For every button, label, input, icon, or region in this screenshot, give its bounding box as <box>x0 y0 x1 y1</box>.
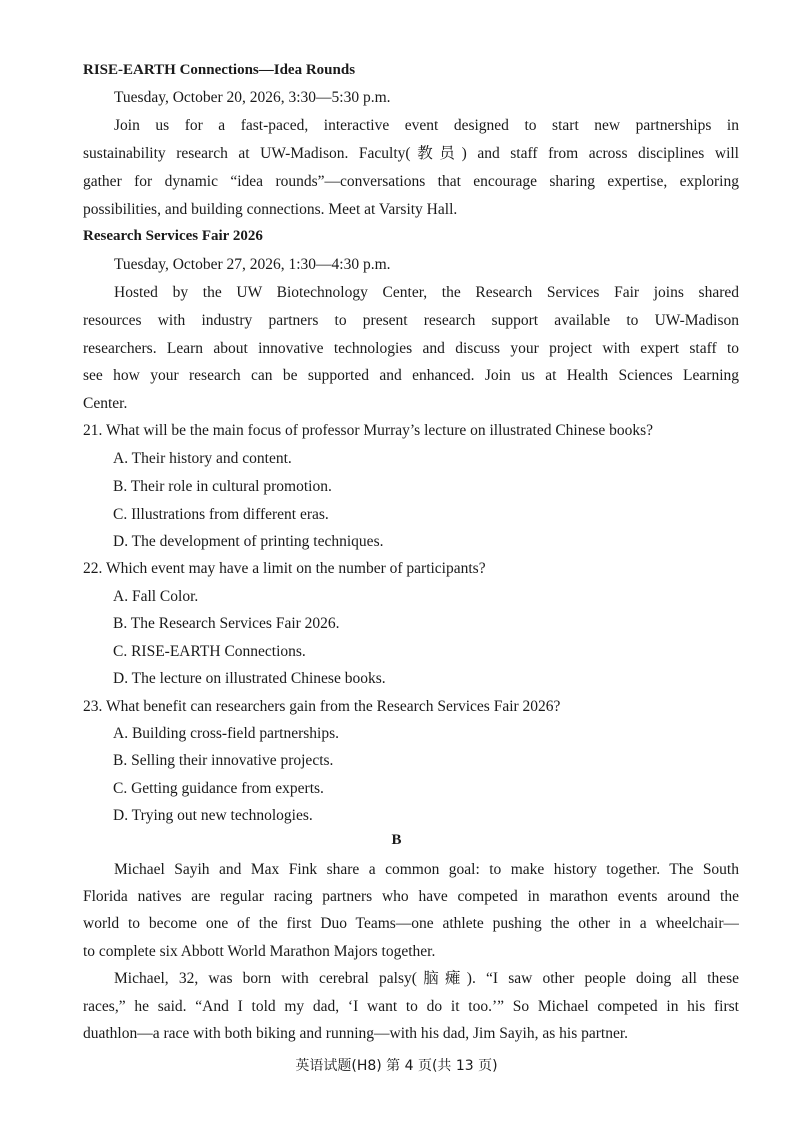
fair-paragraph-line: Hosted by the UW Biotechnology Center, the Research Services Fair joins shared <box>114 284 739 301</box>
fair-paragraph-line: researchers. Learn about innovative technologies and discuss your project with expert staff to <box>83 340 739 357</box>
question-21-option-a[interactable]: A. Their history and content. <box>113 450 292 467</box>
passage-b-line: Michael Sayih and Max Fink share a common goal: to make history together. The South <box>114 861 739 878</box>
question-22-option-d[interactable]: D. The lecture on illustrated Chinese books. <box>113 670 386 687</box>
rise-paragraph-line: possibilities, and building connections. Meet at Varsity Hall. <box>83 201 458 218</box>
section-b-heading: B <box>391 832 402 848</box>
fair-paragraph-line: resources with industry partners to present research support available to UW-Madison <box>83 312 739 329</box>
passage-b-line: Michael, 32, was born with cerebral palsy(脑瘫). “I saw other people doing all these <box>114 970 739 987</box>
fair-paragraph-line: see how your research can be supported and enhanced. Join us at Health Sciences Learning <box>83 367 739 384</box>
fair-date: Tuesday, October 27, 2026, 1:30—4:30 p.m. <box>114 256 391 273</box>
rise-paragraph-line: gather for dynamic “idea rounds”—conversations that encourage sharing expertise, exploring <box>83 173 739 190</box>
question-22: 22. Which event may have a limit on the number of participants? <box>83 560 486 577</box>
passage-b-line: races,” he said. “And I told my dad, ‘I want to do it too.’” So Michael competed in his first <box>83 998 739 1015</box>
question-22-option-b[interactable]: B. The Research Services Fair 2026. <box>113 615 340 632</box>
passage-b-line: Florida natives are regular racing partners who have competed in marathon events around the <box>83 888 739 905</box>
question-21-option-c[interactable]: C. Illustrations from different eras. <box>113 506 329 523</box>
question-21: 21. What will be the main focus of professor Murray’s lecture on illustrated Chinese books? <box>83 422 654 439</box>
question-21-option-d[interactable]: D. The development of printing techniques. <box>113 533 384 550</box>
question-22-option-a[interactable]: A. Fall Color. <box>113 588 199 605</box>
question-23: 23. What benefit can researchers gain from the Research Services Fair 2026? <box>83 698 561 715</box>
rise-date: Tuesday, October 20, 2026, 3:30—5:30 p.m. <box>114 89 391 106</box>
rise-heading: RISE-EARTH Connections—Idea Rounds <box>83 62 356 78</box>
question-22-option-c[interactable]: C. RISE-EARTH Connections. <box>113 643 306 660</box>
rise-paragraph-line: sustainability research at UW-Madison. Faculty(教员) and staff from across disciplines will <box>83 145 739 162</box>
passage-b-line: to complete six Abbott World Marathon Majors together. <box>83 943 436 960</box>
fair-heading: Research Services Fair 2026 <box>83 228 263 244</box>
rise-paragraph-line: Join us for a fast-paced, interactive event designed to start new partnerships in <box>114 117 739 134</box>
question-23-option-b[interactable]: B. Selling their innovative projects. <box>113 752 334 769</box>
question-23-option-c[interactable]: C. Getting guidance from experts. <box>113 780 324 797</box>
passage-b-line: duathlon—a race with both biking and running—with his dad, Jim Sayih, as his partner. <box>83 1025 629 1042</box>
fair-paragraph-line: Center. <box>83 395 128 412</box>
question-21-option-b[interactable]: B. Their role in cultural promotion. <box>113 478 332 495</box>
question-23-option-d[interactable]: D. Trying out new technologies. <box>113 807 313 824</box>
question-23-option-a[interactable]: A. Building cross-field partnerships. <box>113 725 340 742</box>
page-footer: 英语试题(H8) 第 4 页(共 13 页) <box>295 1058 498 1074</box>
passage-b-line: world to become one of the first Duo Teams—one athlete pushing the other in a wheelchair— <box>83 915 739 932</box>
